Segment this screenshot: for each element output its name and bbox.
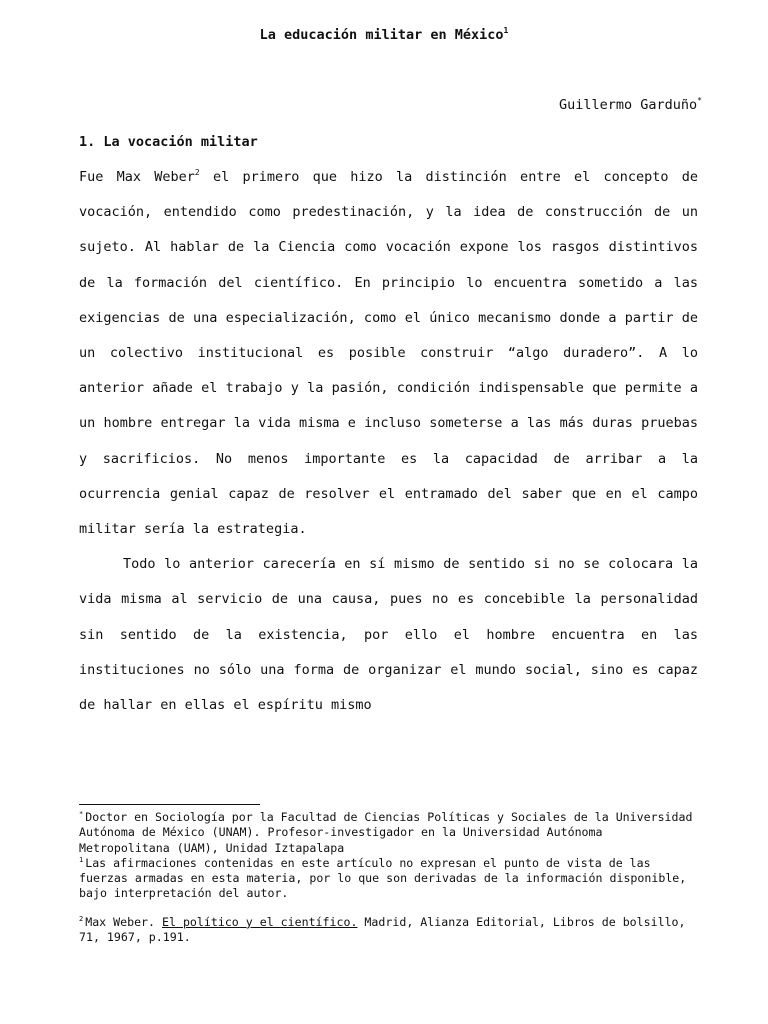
author-text: Guillermo Garduño (559, 97, 698, 113)
title-footnote-marker: 1 (503, 26, 509, 35)
footnote-2-prefix: Max Weber. (85, 914, 162, 929)
title-text: La educación militar en México (259, 27, 504, 43)
section-heading: 1. La vocación militar (79, 134, 258, 150)
footnote-author-marker: * (79, 810, 84, 818)
author-name (559, 97, 702, 113)
footnote-1-text: Las afirmaciones contenidas en este artículo no expresan el punto de vista de las fuerzas armadas en esta materia, por lo que son derivadas de la información disponible, bajo interpretación del autor. (79, 855, 687, 901)
paragraph-1-rest: el primero que hizo la distinción entre el concepto de vocación, entendido como predestinación, y la idea de construcción de un sujeto. Al hablar de la Ciencia como vocación expone los rasgos distintivos de la formación del científico. En principio lo encuentra sometido a las exigencias de una especialización, como el único mecanismo donde a partir de un colectivo institucional es posible construir “algo duradero”. A lo anterior añade el trabajo y la pasión, condición indispensable que permite a un hombre entregar la vida misma e incluso someterse a las más duras pruebas y sacrificios. No menos importante es la capacidad de arribar a la ocurrencia genial capaz de resolver el entramado del saber que en el campo militar sería la estrategia. (79, 169, 698, 538)
footnote-2-marker: 2 (79, 914, 84, 923)
footnote-2-suffix: Madrid, Alianza Editorial, Libros de bolsillo, 71, 1967, p.191. (79, 914, 686, 945)
footnote-author-text: Doctor en Sociología por la Facultad de Ciencias Políticas y Sociales de la Universidad Autónoma de México (UNAM). Profesor-investigador en la Universidad Autónoma Metropolitana (UAM), Unidad Iztapalapa (79, 810, 693, 855)
body-text (79, 160, 698, 723)
paragraph-1-start: Fue Max Weber (79, 169, 195, 185)
document-title (0, 27, 768, 43)
footnotes (79, 810, 698, 945)
paragraph-1 (79, 160, 698, 547)
footnote-1-marker: 1 (79, 855, 84, 864)
footnote-2 (79, 915, 698, 946)
footnote-1 (79, 856, 698, 902)
footnote-separator (79, 804, 260, 805)
paragraph-2: Todo lo anterior carecería en sí mismo de sentido si no se colocara la vida misma al servicio de una causa, pues no es concebible la personalidad sin sentido de la existencia, por ello el hombre encuentra en las instituciones no sólo una forma de organizar el mundo social, sino es capaz de hallar en ellas el espíritu mismo (79, 556, 698, 714)
footnote-author (79, 810, 698, 856)
author-footnote-marker: * (697, 96, 702, 105)
footnote-2-book-title: El político y el científico. (162, 914, 358, 929)
weber-footnote-marker: 2 (194, 168, 200, 177)
